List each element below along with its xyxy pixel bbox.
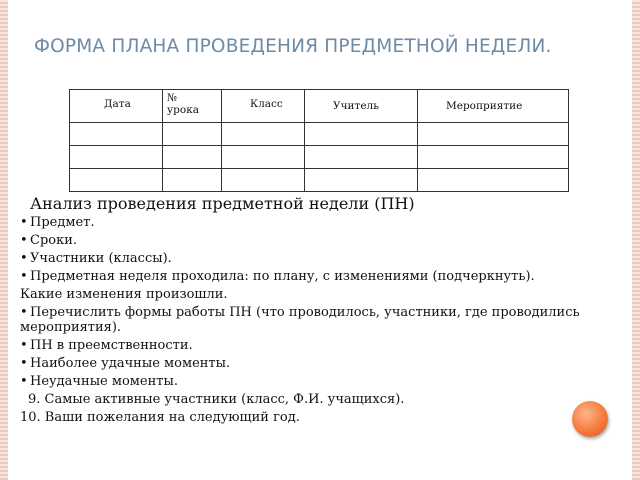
list-item-text: ПН в преемственности. [30, 338, 193, 353]
list-item-text: Сроки. [30, 233, 78, 248]
table-row [70, 169, 569, 192]
list-item-text: Перечислить формы работы ПН (что проводилось, участники, где проводились мероприятия). [20, 305, 580, 335]
list-item [20, 338, 620, 353]
list-item [20, 215, 620, 230]
list-item [20, 233, 620, 248]
list-item-text: Предмет. [30, 215, 95, 230]
list-item [20, 305, 620, 335]
table-cell [163, 146, 222, 169]
list-item [20, 374, 620, 389]
orange-circle-icon [572, 401, 608, 437]
table-cell [305, 146, 418, 169]
bullet-icon: • [20, 374, 28, 389]
bullet-icon: • [20, 356, 28, 371]
list-item-text: Участники (классы). [30, 251, 172, 266]
table-cell [305, 123, 418, 146]
table-cell [418, 169, 569, 192]
list-item [20, 410, 620, 425]
table-cell [305, 169, 418, 192]
list-item-text: Наиболее удачные моменты. [30, 356, 231, 371]
list-item-text: Неудачные моменты. [30, 374, 178, 389]
table-cell [222, 169, 305, 192]
table-cell [70, 146, 163, 169]
table-cell [222, 123, 305, 146]
table-header-row [70, 90, 569, 123]
list-item [20, 251, 620, 266]
list-item [28, 392, 620, 407]
table-cell [222, 146, 305, 169]
bullet-icon: • [20, 215, 28, 230]
table-row [70, 146, 569, 169]
bullet-icon: • [20, 305, 28, 320]
table-cell [163, 169, 222, 192]
table-cell [418, 146, 569, 169]
table-header-cell: Дата [70, 90, 163, 123]
page-title: ФОРМА ПЛАНА ПРОВЕДЕНИЯ ПРЕДМЕТНОЙ НЕДЕЛИ. [34, 36, 552, 57]
decorative-border-right [632, 0, 640, 480]
analysis-heading: Анализ проведения предметной недели (ПН) [30, 194, 415, 213]
table-row [70, 123, 569, 146]
list-item [20, 356, 620, 371]
table-cell [163, 123, 222, 146]
analysis-section [20, 194, 620, 428]
table-header-cell: Учитель [305, 90, 418, 123]
table-header-cell: Класс [222, 90, 305, 123]
decorative-border-left [0, 0, 8, 480]
table-cell [70, 169, 163, 192]
list-item [20, 269, 620, 284]
list-item-text: Предметная неделя проходила: по плану, с изменениями (подчеркнуть). [30, 269, 535, 284]
table-cell [418, 123, 569, 146]
bullet-icon: • [20, 269, 28, 284]
list-item-text: 10. Ваши пожелания на следующий год. [20, 410, 300, 425]
list-item [20, 287, 620, 302]
table-cell [70, 123, 163, 146]
bullet-icon: • [20, 338, 28, 353]
table-header-cell: Мероприятие [418, 90, 569, 123]
bullet-icon: • [20, 251, 28, 266]
list-item-text: 9. Самые активные участники (класс, Ф.И. учащихся). [28, 392, 405, 407]
table-header-cell: № урока [163, 90, 222, 123]
plan-table [69, 89, 569, 192]
list-item-text: Какие изменения произошли. [20, 287, 228, 302]
bullet-icon: • [20, 233, 28, 248]
